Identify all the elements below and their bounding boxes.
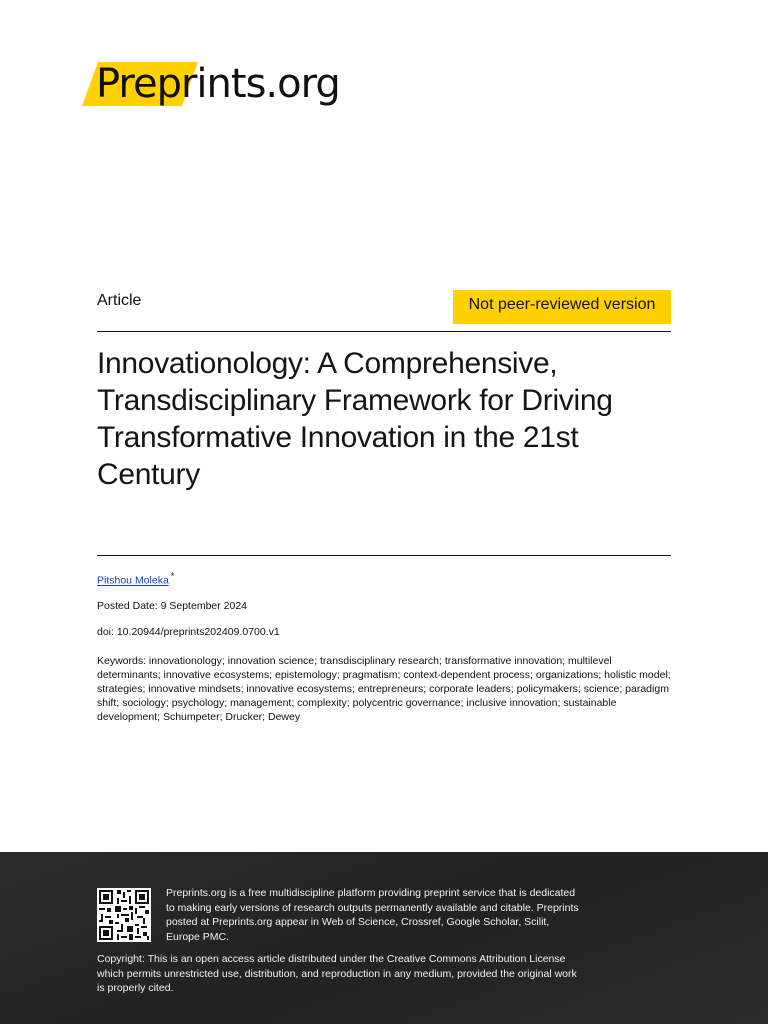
qr-code-icon[interactable] xyxy=(97,888,151,942)
peer-review-badge: Not peer-reviewed version xyxy=(453,290,671,324)
author-mark: * xyxy=(170,571,175,581)
logo-highlight: Pre xyxy=(96,61,157,107)
article-type-label: Article xyxy=(97,292,142,309)
logo-rest: prints.org xyxy=(156,61,340,107)
author-link[interactable]: Pitshou Moleka xyxy=(97,574,169,587)
footer-about-text: Preprints.org is a free multidiscipline platform providing preprint service that is dedicated to making early versions of research outputs permanently available and citable. Preprints posted at Preprints.org appear in Web of Science, Crossref, Google Scholar, Scilit, Europe PMC. xyxy=(166,887,579,943)
doi: doi: 10.20944/preprints202409.0700.v1 xyxy=(97,626,280,638)
author-line xyxy=(97,571,174,587)
article-title: Innovationology: A Comprehensive, Transdisciplinary Framework for Driving Transformative Innovation in the 21st Century xyxy=(97,347,613,491)
top-divider xyxy=(97,331,671,332)
footer-panel xyxy=(0,852,768,1024)
logo-text xyxy=(96,58,340,110)
footer-copyright-text: Copyright: This is an open access article distributed under the Creative Commons Attribution License which permits unrestricted use, distribution, and reproduction in any medium, provided the original work is properly cited. xyxy=(97,953,577,994)
title-divider xyxy=(97,555,671,556)
posted-date: Posted Date: 9 September 2024 xyxy=(97,600,248,612)
keywords: Keywords: innovationology; innovation science; transdisciplinary research; transformative innovation; multilevel determinants; innovative ecosystems; epistemology; pragmatism; context-dependent process; organizations; holistic model; strategies; innovative mindsets; innovative ecosystems; entrepreneurs; corporate leaders; policymakers; science; paradigm shift; sociology; psychology; management; complexity; polycentric governance; inclusive innovation; sustainable development; Schumpeter; Drucker; Dewey xyxy=(97,655,671,723)
